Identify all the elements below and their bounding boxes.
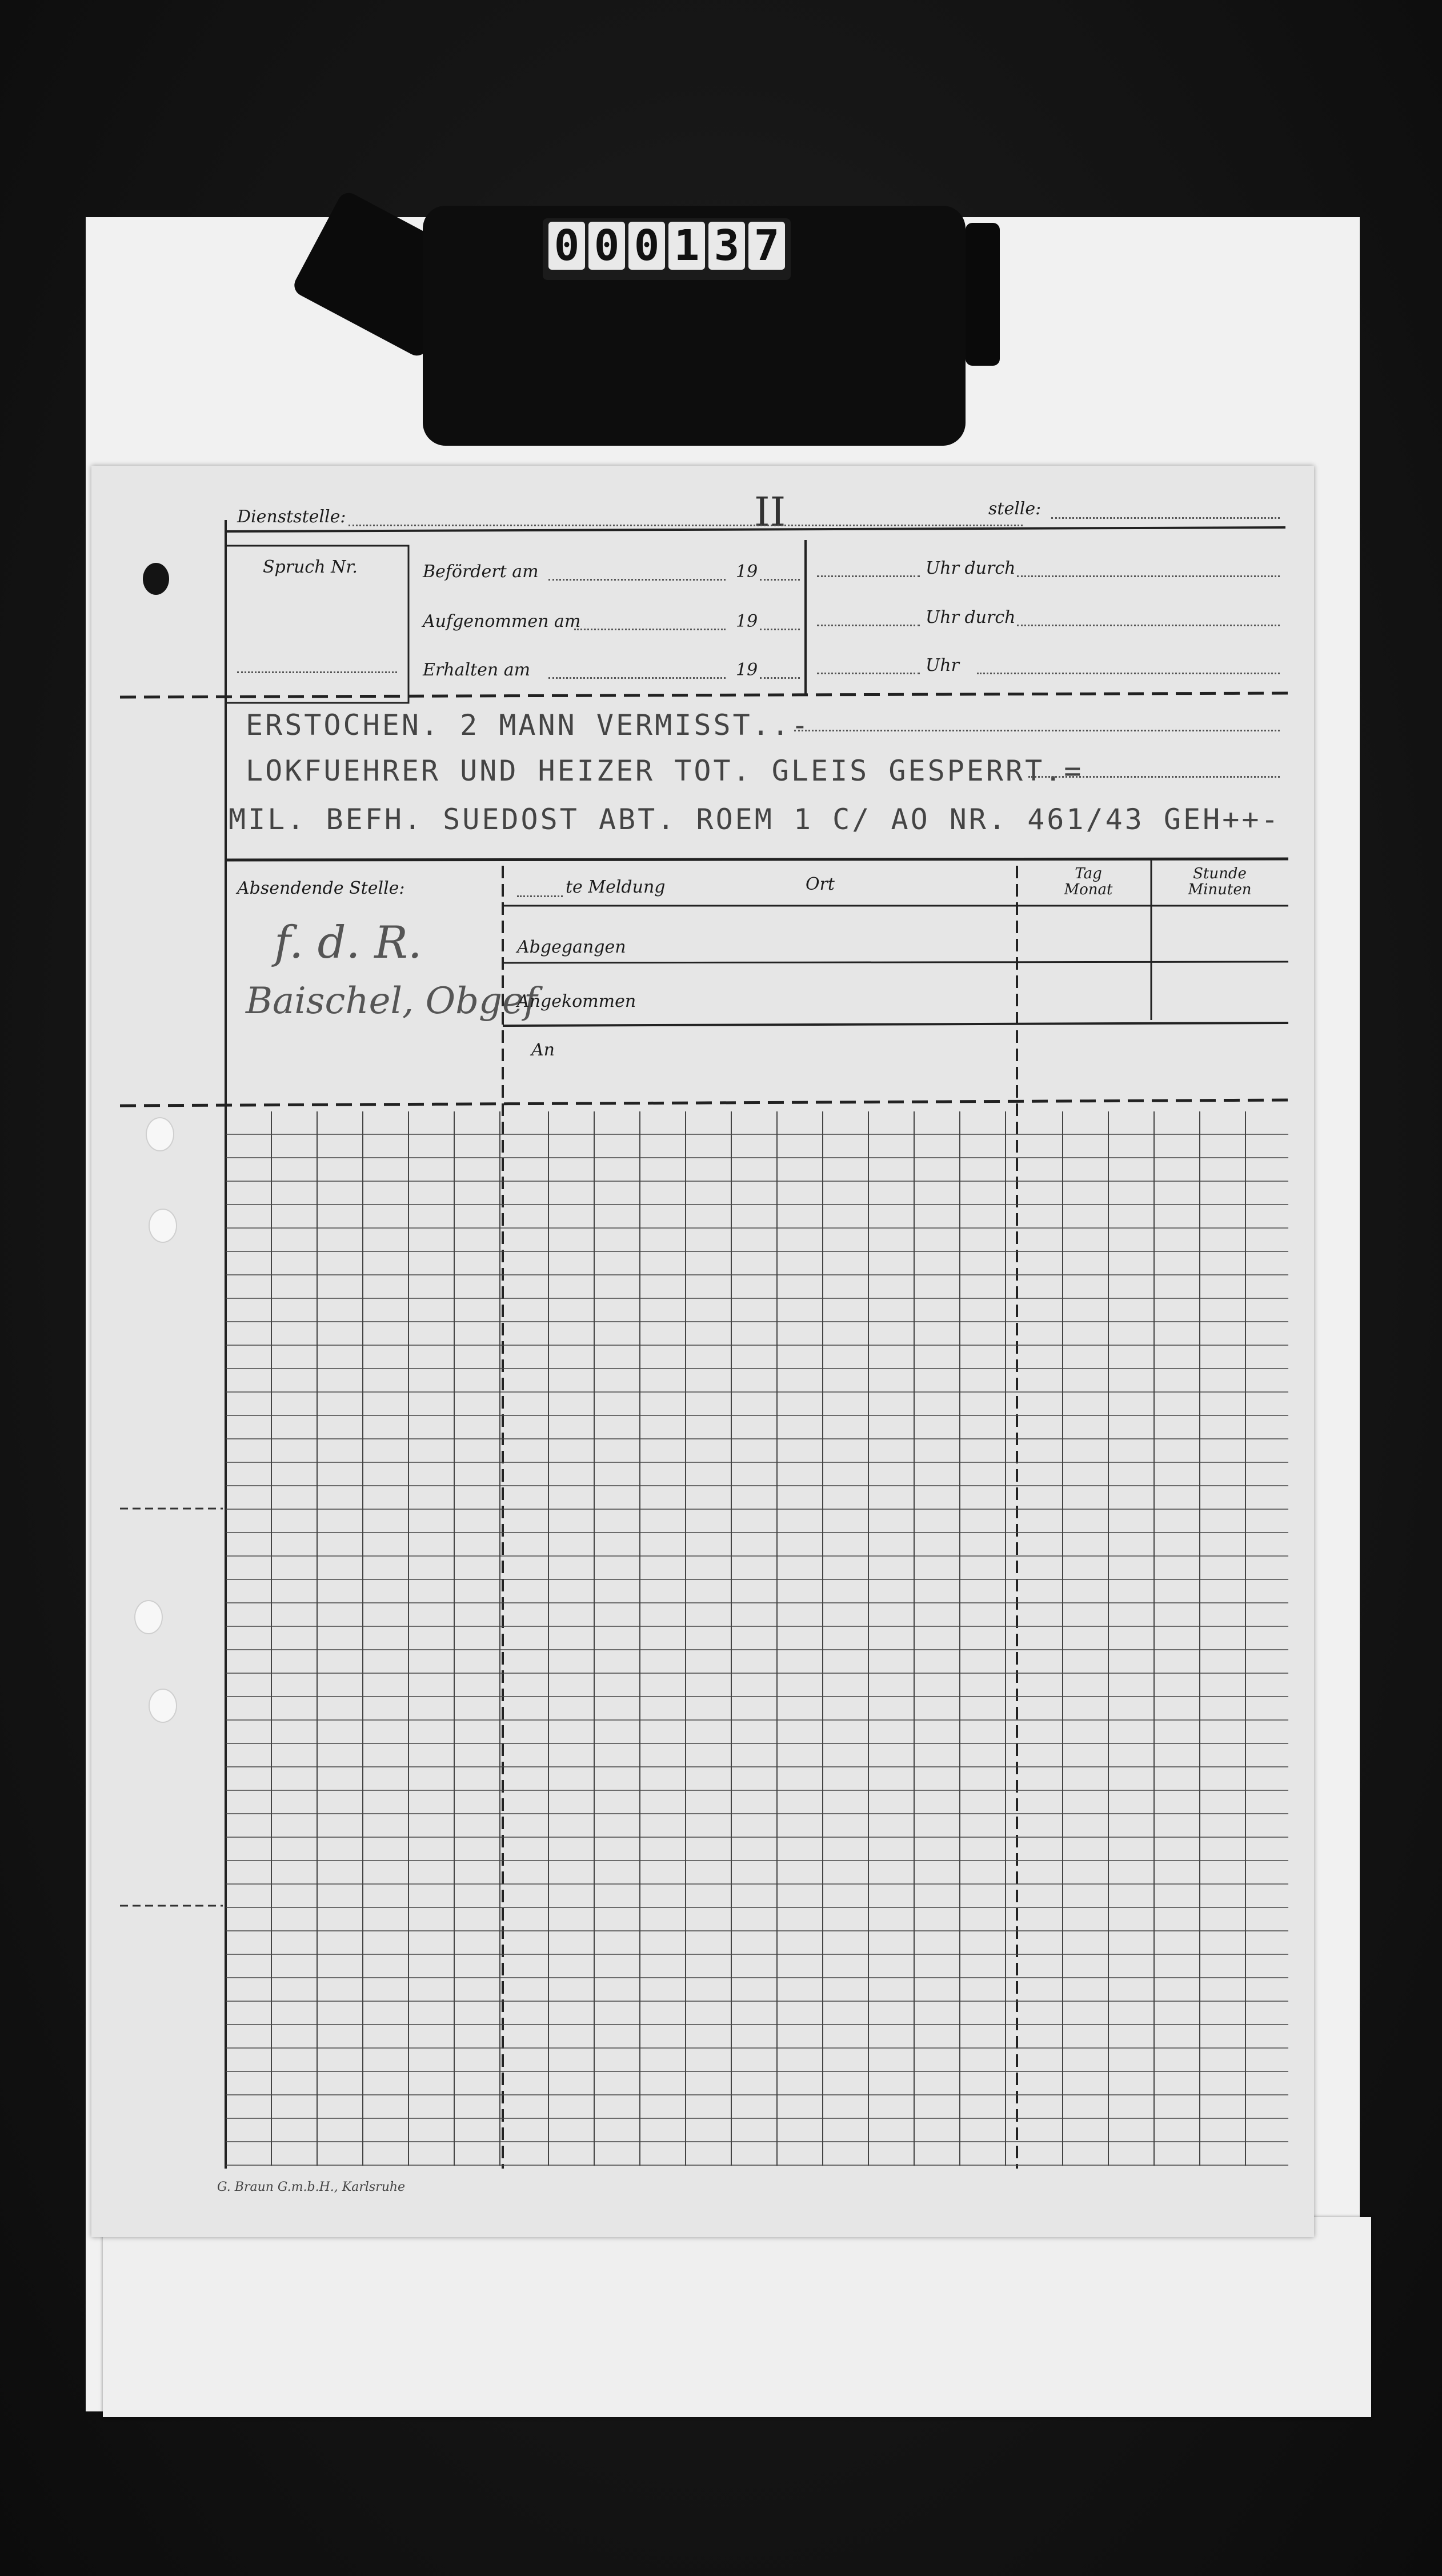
erhalten-date-field[interactable] xyxy=(548,677,726,679)
counter-digit: 0 xyxy=(628,222,665,270)
erhalten-year: 19 xyxy=(736,660,758,680)
befoerdert-time-field[interactable] xyxy=(817,575,920,577)
dienststelle-label: Dienststelle: xyxy=(237,507,346,527)
aufgenommen-year-field[interactable] xyxy=(760,629,800,630)
abgegangen-label: Abgegangen xyxy=(517,937,626,957)
message-line-2: LOKFUEHRER UND HEIZER TOT. GLEIS GESPERRT.= xyxy=(246,754,1084,787)
frame-counter-display xyxy=(543,218,791,280)
counter-digit: 1 xyxy=(668,222,705,270)
counter-digit: 7 xyxy=(748,222,785,270)
spruch-nr-label: Spruch Nr. xyxy=(263,557,358,577)
counter-knob xyxy=(966,223,1000,366)
telegram-form xyxy=(91,466,1314,2237)
befoerdert-uhr-label: Uhr durch xyxy=(926,558,1016,578)
befoerdert-date-field[interactable] xyxy=(548,579,726,581)
stunde-minuten-label xyxy=(1165,866,1274,898)
befoerdert-year: 19 xyxy=(736,562,758,582)
minuten-label: Minuten xyxy=(1188,881,1252,898)
erhalten-year-field[interactable] xyxy=(760,677,800,679)
befoerdert-label: Befördert am xyxy=(423,562,539,582)
message-line-3: MIL. BEFH. SUEDOST ABT. ROEM 1 C/ AO NR. 461/43 GEH++- xyxy=(229,803,1281,836)
tag-monat-label xyxy=(1057,866,1120,898)
stelle-field[interactable] xyxy=(1051,517,1280,519)
dienststelle-field[interactable] xyxy=(349,525,1023,526)
aufgenommen-uhr-label: Uhr durch xyxy=(926,607,1016,627)
aufgenommen-date-field[interactable] xyxy=(574,629,726,630)
aufgenommen-year: 19 xyxy=(736,611,758,631)
meldung-label: te Meldung xyxy=(566,877,666,897)
aufgenommen-durch-field[interactable] xyxy=(1017,625,1280,626)
roman-numeral-mark: II xyxy=(754,489,786,535)
stelle-label: stelle: xyxy=(988,499,1042,519)
befoerdert-year-field[interactable] xyxy=(760,579,800,581)
an-label: An xyxy=(531,1040,555,1060)
handwritten-signature: Baischel, Obgef xyxy=(246,980,538,1022)
counter-digit: 0 xyxy=(588,222,625,270)
backing-sheet-lower xyxy=(103,2217,1371,2417)
befoerdert-durch-field[interactable] xyxy=(1017,575,1280,577)
printer-imprint: G. Braun G.m.b.H., Karlsruhe xyxy=(217,2180,406,2194)
handwritten-fdr: f. d. R. xyxy=(274,917,422,969)
erhalten-durch-field[interactable] xyxy=(977,673,1280,674)
monat-label: Monat xyxy=(1064,881,1113,898)
message-line-1-rule xyxy=(794,730,1280,731)
absendende-stelle-label: Absendende Stelle: xyxy=(237,878,405,898)
counter-digit: 0 xyxy=(548,222,585,270)
erhalten-uhr-label: Uhr xyxy=(926,655,959,675)
message-line-1: ERSTOCHEN. 2 MANN VERMISST..- xyxy=(246,709,811,742)
erhalten-label: Erhalten am xyxy=(423,660,531,680)
meldung-number-field[interactable] xyxy=(517,895,563,897)
aufgenommen-label: Aufgenommen am xyxy=(423,611,581,631)
stunde-label: Stunde xyxy=(1193,865,1247,882)
erhalten-time-field[interactable] xyxy=(817,673,920,674)
spruch-nr-field[interactable] xyxy=(237,671,397,673)
message-line-2-rule xyxy=(1028,776,1280,778)
ort-label: Ort xyxy=(806,874,835,894)
counter-digit: 3 xyxy=(708,222,745,270)
aufgenommen-time-field[interactable] xyxy=(817,625,920,626)
tag-label: Tag xyxy=(1075,865,1102,882)
angekommen-label: Angekommen xyxy=(517,991,636,1011)
